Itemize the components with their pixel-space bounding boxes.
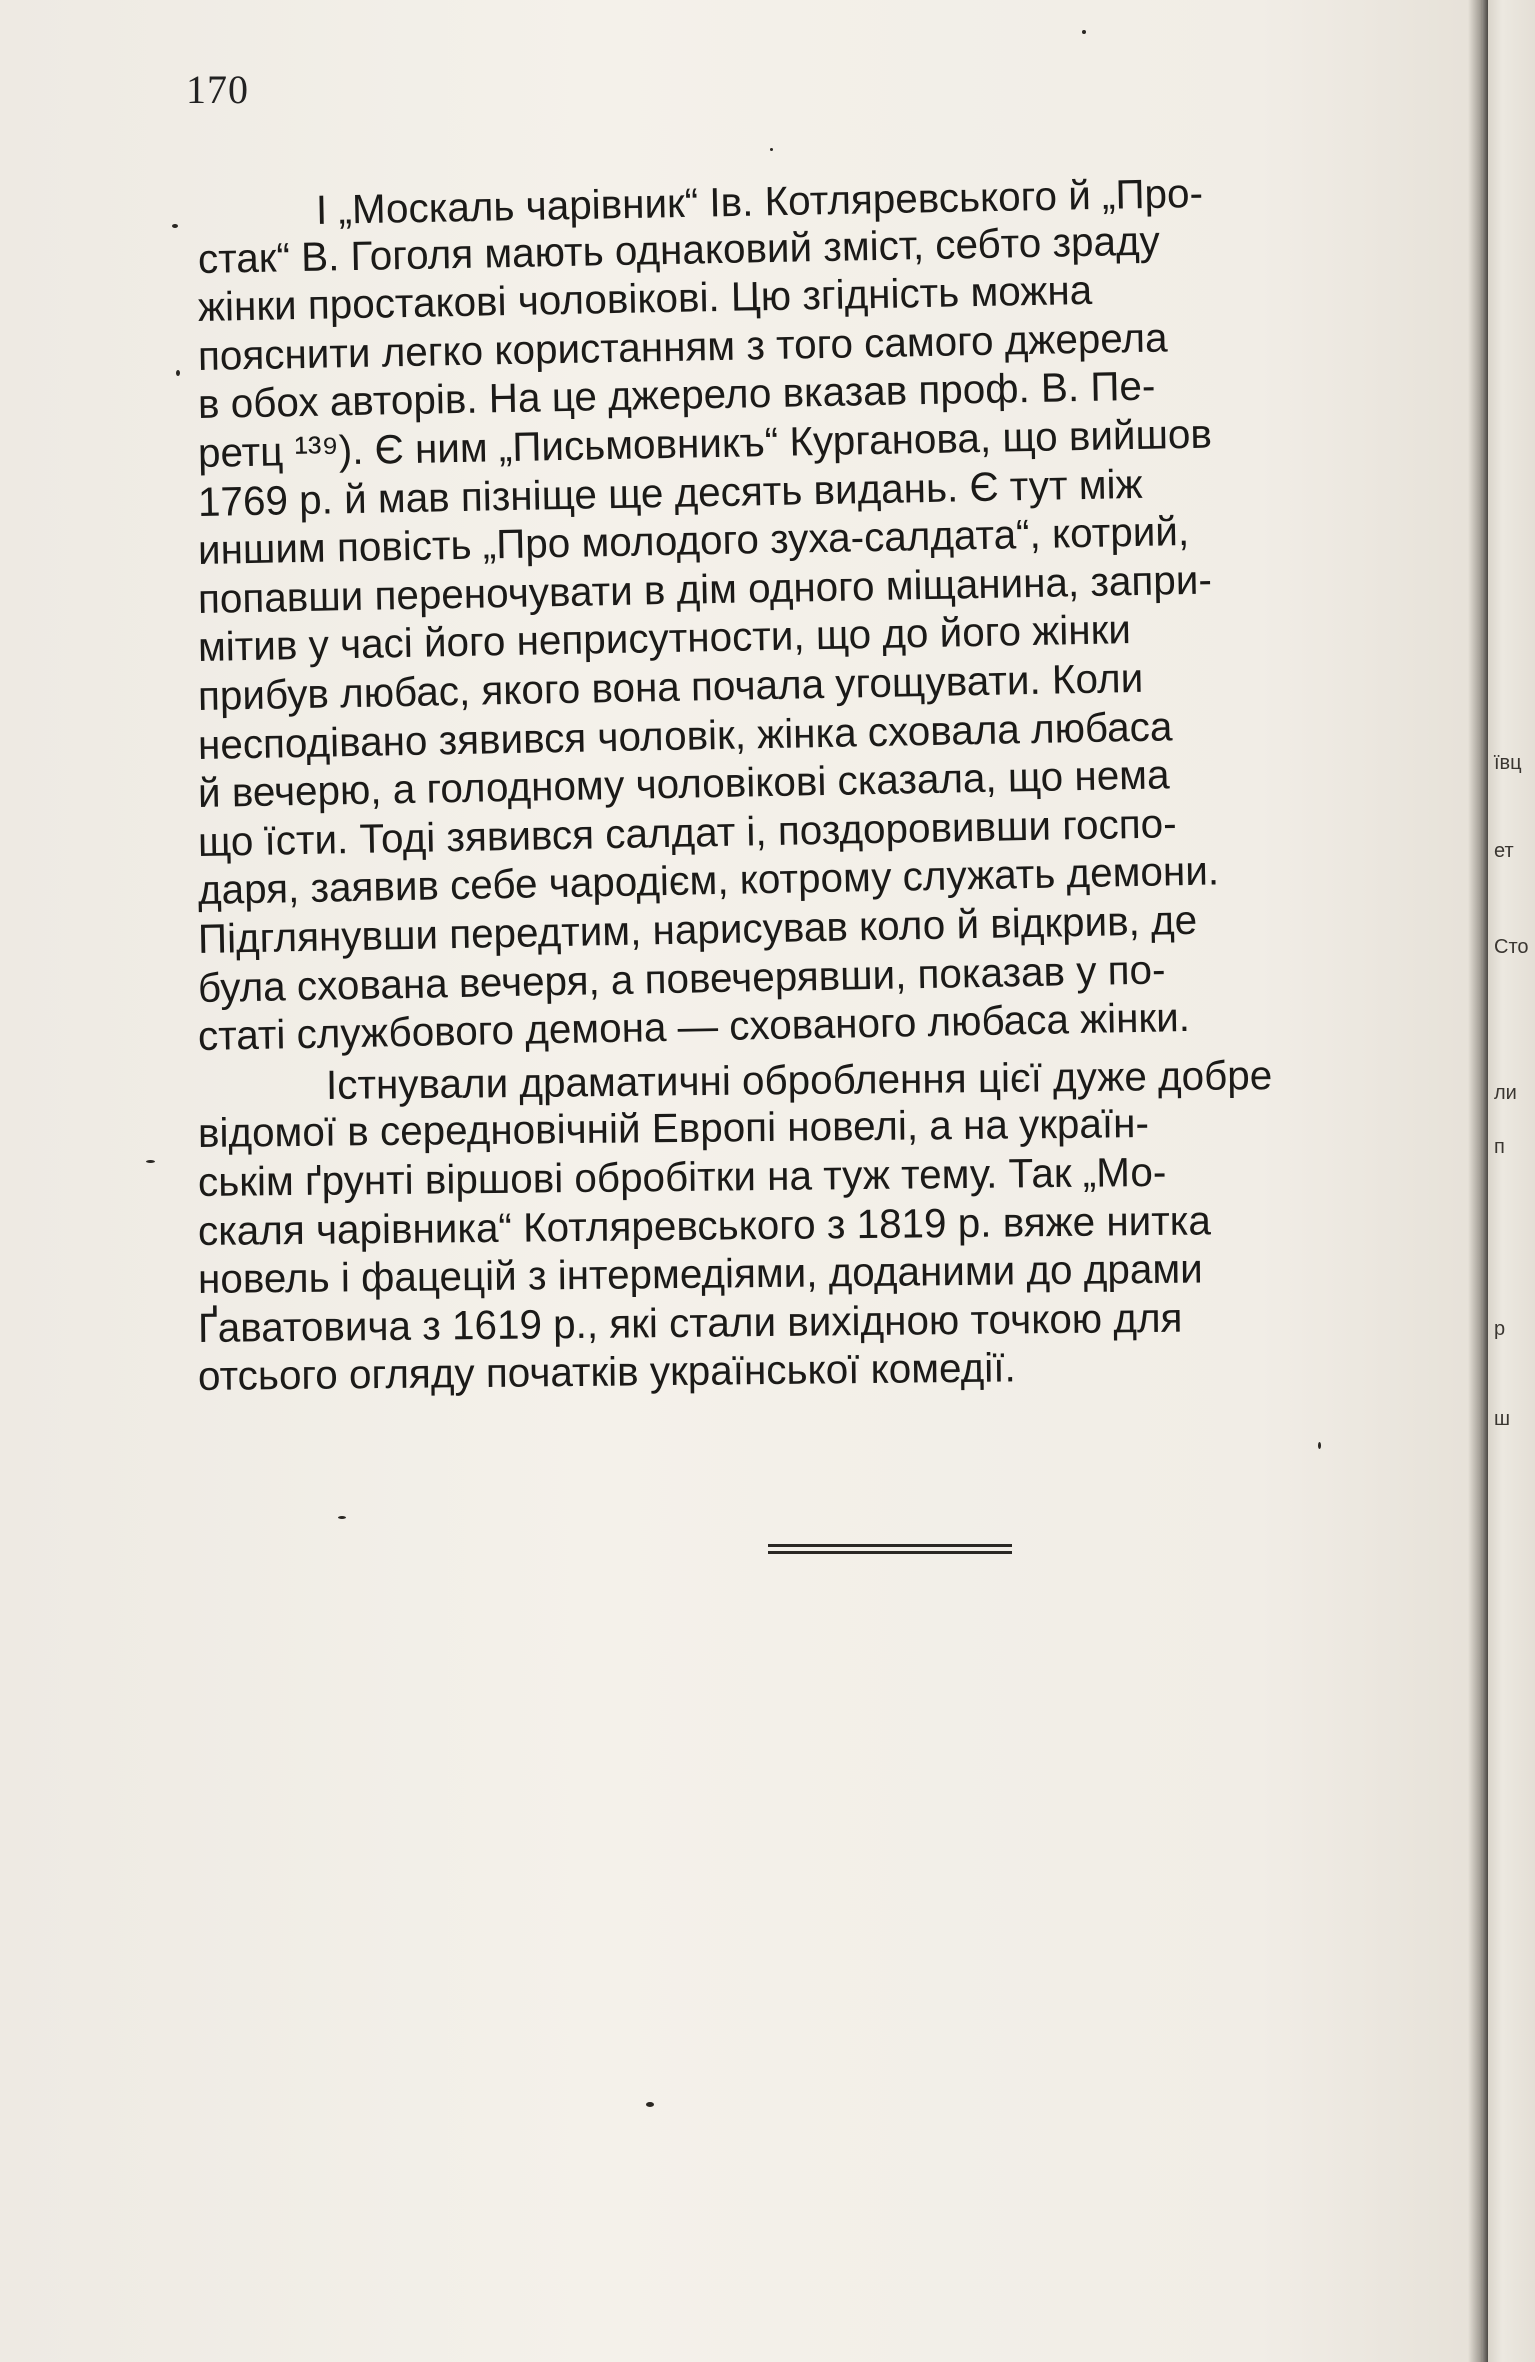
text-line: ськім ґрунті віршові обробітки на туж тему. Так „Мо-	[197, 1148, 1167, 1205]
text-line: даря, заявив себе чародієм, котрому служать демони.	[197, 847, 1220, 914]
adjacent-page-edge	[1488, 0, 1535, 2362]
print-speck	[146, 1160, 155, 1163]
page-number: 170	[186, 67, 249, 112]
text-line: в обох авторів. На це джерело вказав проф. В. Пе-	[197, 363, 1156, 428]
divider-rule-top	[768, 1544, 1012, 1547]
text-line: мітив у часі його неприсутности, що до його жінки	[197, 606, 1132, 671]
print-speck	[176, 370, 180, 376]
adjacent-page-fragment: Сто	[1494, 936, 1529, 958]
text-line: попавши переночувати в дім одного міщанина, запри-	[197, 556, 1213, 622]
divider-rule-bottom	[768, 1551, 1012, 1554]
text-line: статі службового демона — схованого любаса жінки.	[197, 994, 1191, 1060]
text-line: Істнували драматичні оброблення цієї дуже добре	[325, 1051, 1273, 1108]
adjacent-page-fragment: ет	[1494, 840, 1514, 862]
text-line: Ґаватовича з 1619 р., які стали вихідною точкою для	[197, 1294, 1183, 1351]
text-line: 1769 р. й мав пізніще ще десять видань. Є тут між	[197, 460, 1143, 525]
text-line: пояснити легко користанням з того самого джерела	[197, 314, 1168, 379]
adjacent-page-fragment: п	[1494, 1136, 1505, 1158]
text-line: прибув любас, якого вона почала угощувати. Коли	[197, 654, 1144, 719]
text-line: новель і фацецій з інтермедіями, доданими до драми	[197, 1245, 1203, 1303]
text-line: иншим повість „Про молодого зуха-салдата“, котрий,	[197, 508, 1190, 574]
text-line: несподівано зявився чоловік, жінка сховала любаса	[197, 702, 1173, 768]
text-line: була схована вечеря, а повечерявши, показав у по-	[197, 946, 1166, 1011]
print-speck	[172, 224, 178, 228]
print-speck	[1082, 30, 1086, 34]
text-line: ретц ¹³⁹). Є ним „Письмовникъ“ Курганова, що вийшов	[197, 410, 1213, 476]
text-line: відомої в середновічній Европі новелі, а на україн-	[197, 1100, 1150, 1157]
adjacent-page-fragment: р	[1494, 1318, 1506, 1340]
adjacent-page-fragment: ш	[1494, 1408, 1511, 1430]
adjacent-page-fragment: ли	[1494, 1082, 1517, 1104]
print-speck	[646, 2102, 654, 2107]
text-line: отсього огляду початків української комедії.	[197, 1344, 1016, 1400]
text-line: й вечерю, а голодному чоловікові сказала, що нема	[197, 751, 1170, 817]
text-line: стак“ В. Гоголя мають однаковий зміст, себто зраду	[197, 217, 1161, 282]
text-line: скаля чарівника“ Котляревського з 1819 р. вяже нитка	[197, 1196, 1212, 1254]
section-end-divider	[768, 1544, 1012, 1554]
print-speck	[1318, 1442, 1321, 1449]
adjacent-page-fragment: ївц	[1494, 752, 1522, 774]
text-line: що їсти. Тоді зявився салдат і, поздоровивши госпо-	[197, 800, 1178, 865]
print-speck	[770, 148, 773, 151]
text-line: Підглянувши передтим, нарисував коло й відкрив, де	[197, 896, 1198, 962]
text-line: жінки простакові чоловікові. Цю згідність можна	[197, 267, 1093, 331]
text-line: І „Москаль чарівник“ Ів. Котляревського й „Про-	[315, 169, 1204, 233]
print-speck	[338, 1516, 346, 1519]
spine-shadow	[1468, 0, 1488, 2362]
